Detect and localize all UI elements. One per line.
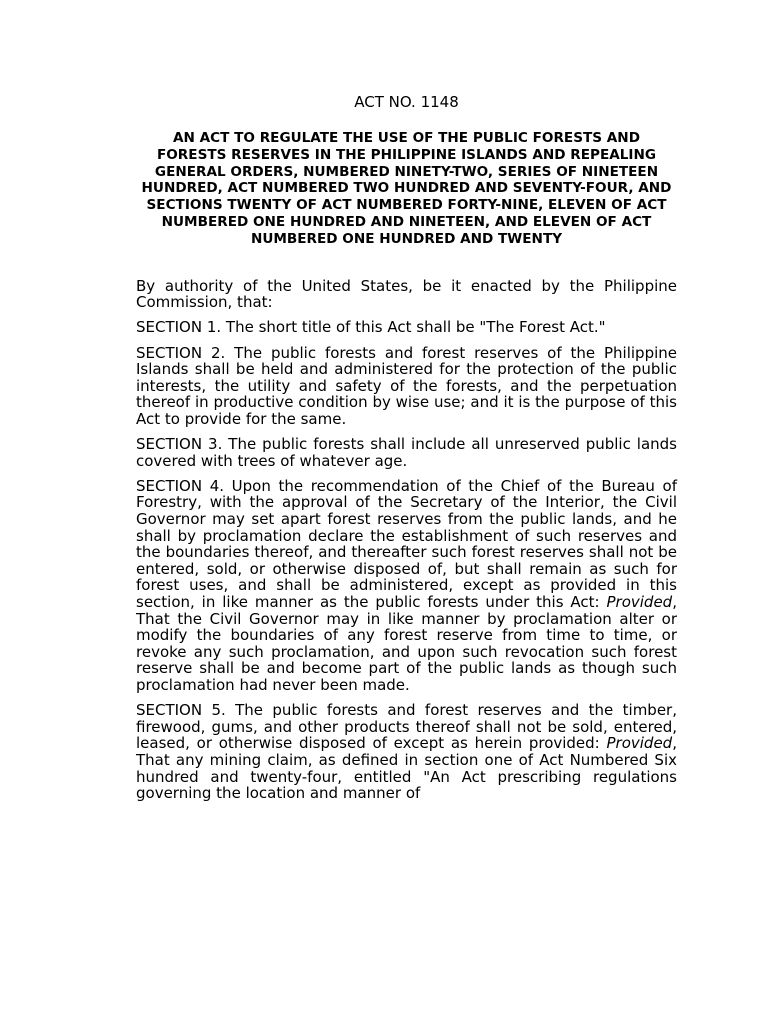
section-4-text-before: SECTION 4. Upon the recommendation of the Chief of the Bureau of Forestry, with the approval of the Secretary of the Interior, the Civil Governor may set apart forest reserves from the public lands, and he shall by proclamation declare the establishment of such reserves and the boundaries thereof, and thereafter such forest reserves shall not be entered, sold, or otherwise disposed of, but shall remain as such for forest uses, and shall be administered, except as provided in this section, in like manner as the public forests under this Act: (136, 476, 677, 612)
section-5 (136, 702, 677, 802)
section-2: SECTION 2. The public forests and forest reserves of the Philippine Islands shall be held and administered for the protection of the public interests, the utility and safety of the forests, and the perpetuation thereof in productive condition by wise use; and it is the purpose of this Act to provide for the same. (136, 343, 677, 428)
section-5-text-after: , That any mining claim, as defined in section one of Act Numbered Six hundred and twenty-four, entitled "An Act prescribing regulations governing the location and manner of (136, 734, 677, 803)
section-5-text-before: SECTION 5. The public forests and forest reserves and the timber, firewood, gums, and other products thereof shall not be sold, entered, leased, or otherwise disposed of except as herein provided: (136, 701, 677, 753)
act-number: ACT NO. 1148 (354, 93, 459, 111)
section-4-text-after: , That the Civil Governor may in like manner by proclamation alter or modify the boundaries of any forest reserve from time to time, or revoke any such proclamation, and upon such revocation such forest reserve shall be and become part of the public lands as though such proclamation had never been made. (136, 593, 677, 695)
document-page (136, 92, 677, 810)
act-title: AN ACT TO REGULATE THE USE OF THE PUBLIC FORESTS AND FORESTS RESERVES IN THE PHILIPPINE ISLANDS AND REPEALING GENERAL ORDERS, NUMBERED NINETY-TWO, SERIES OF NINETEEN HUNDRED, ACT NUMBERED TWO HUNDRED AND SEVENTY-FOUR, AND SECTIONS TWENTY OF ACT NUMBERED FORTY-NINE, ELEVEN OF ACT NUMBERED ONE HUNDRED AND NINETEEN, AND ELEVEN OF ACT NUMBERED ONE HUNDRED AND TWENTY (141, 130, 672, 247)
section-1: SECTION 1. The short title of this Act shall be "The Forest Act." (136, 318, 606, 337)
section-4-proviso: Provided (606, 593, 673, 612)
section-5-proviso: Provided (606, 734, 673, 753)
section-4 (136, 478, 677, 694)
enacting-clause: By authority of the United States, be it enacted by the Philippine Commission, that: (136, 276, 677, 312)
section-3: SECTION 3. The public forests shall include all unreserved public lands covered with trees of whatever age. (136, 435, 677, 470)
